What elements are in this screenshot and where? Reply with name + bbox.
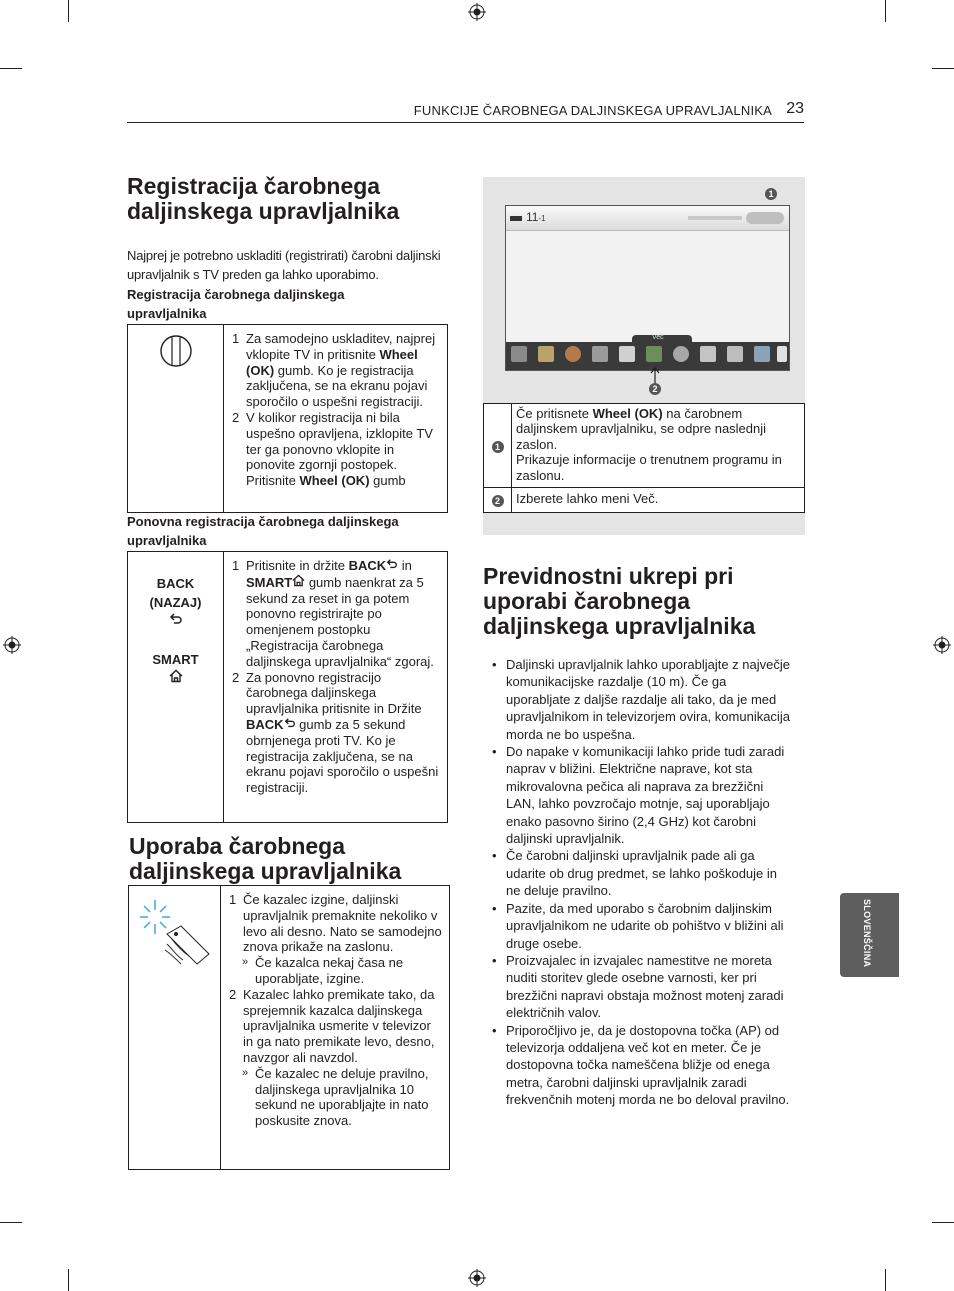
usage-step-note: » Če kazalca nekaj časa ne uporabljate, izgine.: [243, 955, 443, 987]
smart-key-label: SMART: [152, 652, 199, 667]
language-tab: [840, 893, 899, 977]
crop-mark: [885, 0, 886, 22]
registration-subheading: Registracija čarobnega daljinskega upravljalnika: [127, 287, 345, 321]
reregistration-step: 1 Pritisnite in držite BACK in SMART gumb naenkrat za 5 sekund za reset in ga potem ponovno registrirajte po omenjenem postopku „Registracija čarobnega daljinskega upravljalnika“ zgoraj.: [232, 558, 434, 669]
registration-title: Registracija čarobnega daljinskega upravljalnika: [127, 173, 400, 224]
usage-step: 2 Kazalec lahko premikate tako, da sprejemnik kazalca daljinskega upravljalnika usmerite v televizor in ga nato premikate levo, desno, navzgor ali navzdol. » Če kazalec ne deluje pravilno, daljinskega upravljalnika 10 sekund ne uporabljajte in nato poskusite znova.: [243, 987, 443, 1129]
list-item: • Če čarobni daljinski upravljalnik pade ali ga udarite ob drug predmet, se lahko poškoduje in ne deluje pravilno.: [483, 847, 793, 899]
registration-step: 2 V kolikor registracija ni bila uspešno opravljena, izklopite TV ter ga ponovno vklopite in ponovite zgornji postopek. Pritisnite Wheel (OK) gumb: [232, 409, 433, 489]
callout-badge: 1: [492, 441, 504, 453]
callout-badge: 2: [649, 383, 661, 395]
menu-item-icon[interactable]: [727, 346, 743, 362]
registration-table: [127, 324, 448, 513]
header-section: FUNKCIJE ČAROBNEGA DALJINSKEGA UPRAVLJALNIKA: [413, 103, 772, 118]
menu-item-icon[interactable]: [538, 346, 554, 362]
callout-badge: 1: [765, 188, 777, 200]
menu-item-icon[interactable]: [511, 346, 527, 362]
crop-mark: [0, 1222, 22, 1223]
registration-mark-icon: [468, 3, 486, 21]
crop-mark: [932, 68, 954, 69]
list-item: • Daljinski upravljalnik lahko uporabljajte z največje komunikacijske razdalje (10 m). Če ga uporabljate z daljše razdalje ali tako, da je med upravljalnikom in televizorjem ovira, komunikacija morda ne bo uspešna.: [483, 656, 793, 743]
menu-item-icon[interactable]: [754, 346, 770, 362]
usage-title: Uporaba čarobnega daljinskega upravljalnika: [129, 833, 402, 884]
reregistration-table: [127, 551, 448, 823]
usage-table: [128, 885, 450, 1170]
more-menu-bar: [506, 342, 789, 370]
registration-step: 1 Za samodejno uskladitev, najprej vklopite TV in pritisnite Wheel (OK) gumb. Ko je registracija zaključena, se na ekranu pojavi sporočilo o uspešni registraciji.: [232, 331, 436, 410]
menu-item-icon[interactable]: [646, 346, 662, 362]
registration-mark-icon: [468, 1269, 486, 1287]
registration-mark-icon: [3, 636, 21, 654]
menu-item-icon[interactable]: [565, 346, 581, 362]
menu-item-icon[interactable]: [592, 346, 608, 362]
registration-mark-icon: [933, 636, 951, 654]
info-bar: [506, 206, 789, 231]
home-icon: [292, 574, 305, 587]
pointer-cell: [129, 886, 221, 1170]
tv-screen: [505, 205, 790, 371]
menu-item-icon[interactable]: [673, 346, 689, 362]
usage-step: 1 Če kazalec izgine, daljinski upravljalnik premaknite nekoliko v levo ali desno. Nato se samodejno znova prikaže na zaslonu. » Če kazalca nekaj časa ne uporabljate, izgine.: [243, 892, 443, 987]
legend-row: 2 Izberete lahko meni Več.: [484, 488, 805, 513]
close-icon[interactable]: [777, 346, 787, 362]
usage-steps: [221, 886, 450, 1170]
back-arrow-icon: [386, 558, 398, 570]
remote-pointer-icon: [137, 898, 217, 970]
callout-arrow-icon: [650, 367, 660, 383]
list-item: • Do napake v komunikaciji lahko pride tudi zaradi naprav v bližini. Električne naprave, kot sta mikrovalovna pečica ali naprava za brezžični LAN, lahko povzročajo motnje, saj uporabljajo enako pasovno širino (2,4 GHz) kot čarobni daljinski upravljalnik.: [483, 743, 793, 847]
reregistration-step: 2 Za ponovno registracijo čarobnega daljinskega upravljalnika pritisnite in Držite BACK gumb za 5 sekund obrnjenega proti TV. Ko je registracija zaključena, se na ekranu pojavi sporočilo o uspešni registraciji.: [232, 669, 439, 796]
callout-badge: 2: [492, 495, 504, 507]
page-number: 23: [786, 100, 804, 117]
back-arrow-icon: [284, 717, 296, 729]
screen-illustration-panel: [483, 177, 805, 535]
list-item: • Priporočljivo je, da je dostopovna točka (AP) od televizorja oddaljena več kot en meter. Če je dostopovna točka nameščena bližje od enega metra, čarobni daljinski upravljalnik zaradi frekvenčnih motenj morda ne bo deloval pravilno.: [483, 1022, 793, 1109]
channel-number: 11-1: [526, 210, 546, 224]
info-button[interactable]: [746, 212, 784, 224]
menu-item-icon[interactable]: [619, 346, 635, 362]
registration-steps: [224, 325, 448, 513]
crop-mark: [885, 1269, 886, 1291]
back-key-sublabel: (NAZAJ): [149, 595, 202, 610]
crop-mark: [68, 0, 69, 22]
keys-cell: [128, 552, 224, 823]
legend-row: 1 Če pritisnete Wheel (OK) na čarobnem daljinskem upravljalniku, se odpre naslednji zaslon. Prikazuje informacije o trenutnem programu in zaslonu.: [484, 404, 805, 488]
wheel-button-icon: [158, 333, 194, 369]
reregistration-subheading: Ponovna registracija čarobnega daljinskega upravljalnika: [127, 514, 399, 548]
crop-mark: [68, 1269, 69, 1291]
menu-item-icon[interactable]: [700, 346, 716, 362]
back-key-label: BACK: [156, 576, 195, 591]
reregistration-steps: [224, 552, 448, 823]
wheel-cell: [128, 325, 224, 513]
precautions-list: [483, 656, 793, 1109]
crop-mark: [0, 68, 22, 69]
crop-mark: [932, 1222, 954, 1223]
info-progress: [688, 216, 742, 220]
home-icon: [169, 669, 183, 683]
registration-intro: Najprej je potrebno uskladiti (registrirati) čarobni daljinski upravljalnik s TV preden ga lahko uporabimo.: [127, 248, 441, 282]
screen-legend-table: [483, 403, 805, 513]
channel-icon: [510, 216, 522, 221]
back-arrow-icon: [169, 612, 183, 626]
precautions-title: Previdnostni ukrepi pri uporabi čarobnega daljinskega upravljalnika: [483, 563, 756, 639]
more-menu-tab[interactable]: Več: [632, 335, 692, 343]
list-item: • Proizvajalec in izvajalec namestitve ne moreta nuditi storitev glede osebne varnosti, ker pri brezžični napravi obstaja možnost motenj zaradi električnih valov.: [483, 952, 793, 1022]
language-tab-label: SLOVENŠČINA: [862, 899, 872, 968]
list-item: • Pazite, da med uporabo s čarobnim daljinskim upravljalnikom ne udarite ob pohištvo v bližini ali druge osebe.: [483, 900, 793, 952]
page-header: [127, 100, 804, 123]
usage-step-note: » Če kazalec ne deluje pravilno, daljinskega upravljalnika 10 sekund ne uporabljajte in nato poskusite znova.: [243, 1066, 443, 1129]
